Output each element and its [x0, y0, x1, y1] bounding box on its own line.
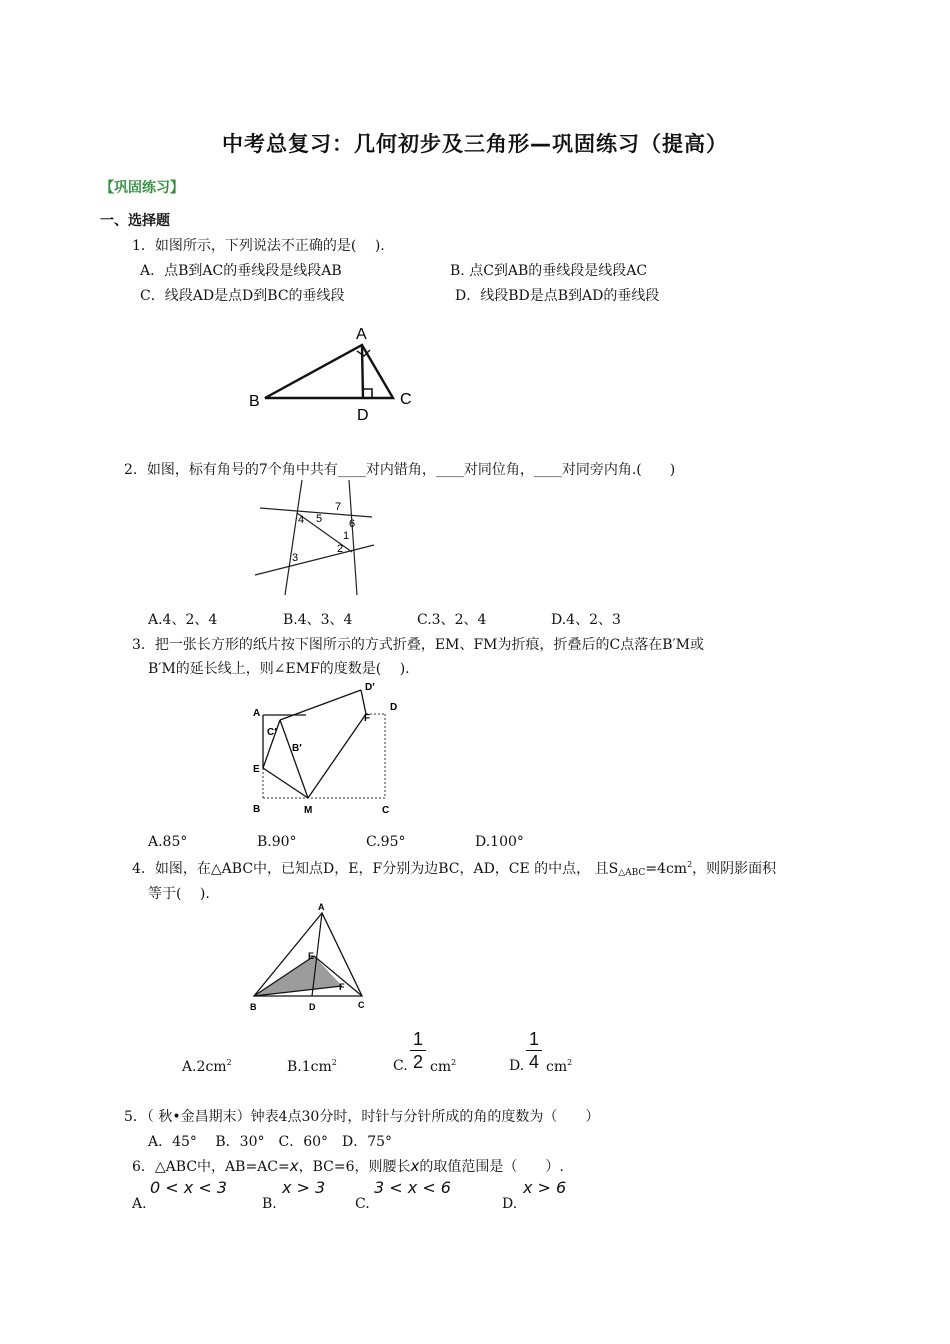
q1-stem: 1．如图所示，下列说法不正确的是( ).	[132, 238, 385, 254]
q2-stem: 2．如图，标有角号的7个角中共有____对内错角，____对同位角，____对同旁内角.( )	[124, 462, 676, 478]
q4-option-d-cm: cm	[546, 1059, 568, 1075]
q3-label-c: C	[382, 805, 390, 816]
q3-figure	[248, 678, 403, 820]
q6-option-b-expression: x > 3	[282, 1178, 326, 1197]
q2-line-left	[285, 480, 305, 595]
q4-option-d-fraction-bar	[526, 1050, 542, 1051]
q4-label-d: D	[309, 1002, 316, 1012]
q1-label-b: B	[249, 393, 260, 410]
q3-label-d-prime: D′	[365, 682, 375, 693]
q4-option-d-label: D.	[509, 1058, 525, 1074]
q2-angle-2: 2	[337, 543, 344, 555]
q4-option-c-cm: cm	[430, 1059, 452, 1075]
part-label: 一、选择题	[100, 213, 170, 229]
q4-option-c-fraction	[410, 1029, 426, 1072]
q2-option-d: D.4、2、3	[551, 612, 621, 628]
q4-option-d-denominator: 4	[528, 1052, 539, 1072]
q1-option-d: D．线段BD是点B到AD的垂线段	[455, 288, 660, 304]
q4-label-c: C	[358, 1000, 365, 1010]
q1-label-a: A	[356, 326, 367, 343]
q5-stem: 5．（ 秋•金昌期末）钟表4点30分时，时针与分针所成的角的度数为（ ）	[124, 1109, 600, 1125]
q4-option-b	[287, 1058, 337, 1075]
q4-option-a	[182, 1058, 232, 1075]
q1-option-a: A．点B到AC的垂线段是线段AB	[140, 263, 342, 279]
q3-option-d: D.100°	[475, 834, 524, 850]
q4-option-c-numerator: 1	[412, 1029, 423, 1049]
page-title: 中考总复习：几何初步及三角形—巩固练习（提高）	[222, 132, 728, 156]
q4-option-a-text: A.2cm	[182, 1059, 227, 1075]
q4-option-d-fraction	[526, 1029, 542, 1072]
q3-line-cm	[280, 720, 308, 798]
q2-option-a: A.4、2、4	[148, 612, 218, 628]
q4-stem-subscript: △ABC	[618, 868, 646, 878]
q4-option-c-sup: 2	[451, 1058, 457, 1067]
q6-option-a-expression: 0 < x < 3	[150, 1178, 227, 1197]
q3-label-a: A	[253, 708, 261, 719]
q4-option-d-unit	[546, 1058, 572, 1075]
section-label: 【巩固练习】	[100, 180, 184, 196]
q3-option-c: C.95°	[366, 834, 406, 850]
q2-angle-1: 1	[343, 530, 350, 542]
q2-angle-5: 5	[316, 513, 323, 525]
q6-option-d: D.	[502, 1196, 518, 1212]
q1-label-c: C	[400, 391, 412, 408]
q1-option-c: C．线段AD是点D到BC的垂线段	[140, 288, 345, 304]
q6-option-c: C.	[355, 1196, 370, 1212]
q1-label-d: D	[357, 407, 369, 424]
q6-option-b: B.	[262, 1196, 277, 1212]
q1-option-b: B. 点C到AB的垂线段是线段AC	[450, 263, 648, 279]
q6-variable-x: x	[289, 1157, 299, 1175]
q6-option-d-expression: x > 6	[523, 1178, 567, 1197]
q2-angle-6: 6	[349, 518, 356, 530]
q2-angle-4: 4	[298, 514, 305, 526]
q2-figure	[250, 475, 380, 600]
q3-crease-fm	[308, 714, 366, 798]
q3-label-e: E	[253, 764, 260, 775]
q3-stem-line1: 3．把一张长方形的纸片按下图所示的方式折叠，EM、FM为折痕，折叠后的C点落在B′M或	[132, 637, 705, 653]
q1-triangle	[265, 345, 393, 398]
q2-option-c: C.3、2、4	[417, 612, 487, 628]
q2-line-right	[349, 480, 357, 595]
q2-angle-3: 3	[292, 552, 299, 564]
q4-option-b-sup: 2	[331, 1058, 337, 1067]
q6-option-a: A.	[132, 1196, 147, 1212]
q5-options: A．45° B．30° C．60° D．75°	[148, 1134, 393, 1150]
q1-altitude	[362, 345, 363, 398]
q4-option-c-fraction-bar	[410, 1050, 426, 1051]
q4-option-d-numerator: 1	[528, 1029, 539, 1049]
q2-option-b: B.4、3、4	[283, 612, 353, 628]
q4-option-d-sup: 2	[567, 1058, 573, 1067]
q4-option-c-denominator: 2	[412, 1052, 423, 1072]
q4-stem-superscript: 2	[687, 860, 693, 869]
q4-label-b: B	[250, 1002, 257, 1012]
q3-folded-top	[280, 690, 361, 720]
q4-stem-text: 4．如图，在△ABC中，已知点D，E，F分别为边BC，AD，CE 的中点， 且S	[132, 861, 619, 877]
q4-option-c-unit	[430, 1058, 456, 1075]
q6-stem-tail: 的取值范围是（ ）.	[419, 1159, 564, 1175]
q4-figure	[242, 900, 377, 1020]
q3-label-f: F	[364, 713, 371, 724]
q2-angle-7: 7	[335, 501, 342, 513]
q4-option-a-sup: 2	[226, 1058, 232, 1067]
q1-right-angle-mark	[363, 389, 372, 398]
q3-folded-edge-f	[361, 690, 366, 714]
q6-stem	[132, 1156, 564, 1176]
q4-stem-line2: 等于( ).	[148, 886, 210, 902]
q3-label-m: M	[304, 805, 313, 816]
q6-stem-middle: ，BC=6，则腰长	[298, 1159, 411, 1175]
q4-stem-tail: ，则阴影面积	[692, 861, 777, 877]
q3-label-b: B	[253, 804, 261, 815]
q3-label-b-prime: B′	[292, 743, 302, 754]
q3-stem-line2: B′M的延长线上，则∠EMF的度数是( ).	[148, 661, 410, 677]
q4-shaded-triangle	[254, 956, 342, 996]
q2-line-bottom	[255, 545, 374, 575]
q3-option-b: B.90°	[257, 834, 297, 850]
q6-variable-x-2: x	[410, 1157, 420, 1175]
q4-stem-area: =4cm	[645, 861, 688, 877]
q4-label-e: E	[308, 951, 315, 961]
q1-figure	[240, 320, 420, 425]
q6-option-c-expression: 3 < x < 6	[374, 1178, 451, 1197]
q4-option-b-text: B.1cm	[287, 1059, 332, 1075]
q3-label-d: D	[390, 702, 398, 713]
q3-option-a: A.85°	[148, 834, 188, 850]
q4-option-c-label: C.	[393, 1058, 408, 1074]
q4-stem-line1	[132, 858, 776, 878]
q4-label-f: F	[339, 982, 345, 992]
q6-stem-text: 6．△ABC中，AB=AC=	[132, 1159, 290, 1175]
q3-label-c-prime: C′	[267, 727, 277, 738]
q4-label-a: A	[318, 902, 325, 912]
q3-crease-em	[263, 768, 308, 798]
